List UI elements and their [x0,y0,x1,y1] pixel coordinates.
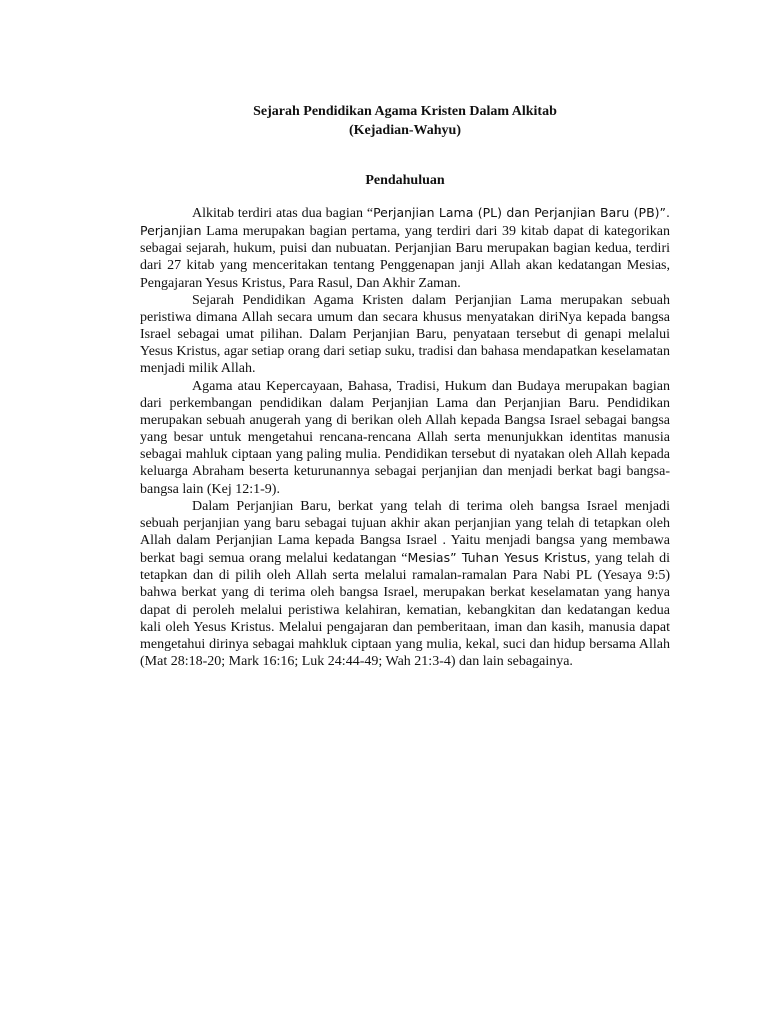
paragraph-4-text-a: Dalam Perjanjian Baru, berkat yang telah di terima oleh bangsa Israel menjadi sebuah perjanjian yang baru sebagai tujuan akhir akan perjanjian yang telah di tetapkan oleh Allah dalam Perjanjian Lama kepada Bangsa Israel . Yaitu menjadi bangsa yang membawa berkat bagi semua orang melalui kedatangan “ [140,498,670,567]
paragraph-2: Sejarah Pendidikan Agama Kristen dalam Perjanjian Lama merupakan sebuah peristiwa dimana Allah secara umum dan secara khusus menyatakan diriNya kepada bangsa Israel sebagai umat pilihan. Dalam Perjanjian Baru, penyataan tersebut di genapi melalui Yesus Kristus, agar setiap orang dari setiap suku, tradisi dan bahasa mendapatkan keselamatan menjadi milik Allah. [140,292,670,377]
title-line-1: Sejarah Pendidikan Agama Kristen Dalam Alkitab [253,104,557,119]
title-line-2: (Kejadian-Wahyu) [348,123,461,138]
body-text [140,204,670,670]
paragraph-4 [140,498,670,671]
paragraph-1-text-b: Perjanjian Lama (PL) dan Perjanjian Baru (PB)”. Perjanjian [140,205,670,239]
paragraph-3: Agama atau Kepercayaan, Bahasa, Tradisi, Hukum dan Budaya merupakan bagian dari perkembangan pendidikan dalam Perjanjian Lama dan Perjanjian Baru. Pendidikan merupakan sebuah anugerah yang di berikan oleh Allah kepada Bangsa Israel sebagai bangsa yang besar untuk mengetahui rencana-rencana Allah serta menunjukkan identitas manusia sebagai mahluk ciptaan yang paling mulia. Pendidikan tersebut di nyatakan oleh Allah kepada keluarga Abraham beserta keturunannya sebagai perjanjian dan menjadi berkat bagi bangsa-bangsa lain (Kej 12:1-9). [140,378,670,497]
paragraph-1-text-a: Alkitab terdiri atas dua bagian “ [192,206,374,221]
paragraph-4-text-b: Mesias” Tuhan Yesus Kristus [407,550,587,566]
section-heading: Pendahuluan [365,173,445,188]
paragraph-4-text-c: , yang telah di tetapkan dan di pilih oleh Allah serta melalui ramalan-ramalan Para Nabi PL (Yesaya 9:5) bahwa berkat yang di terima oleh bangsa Israel, merupakan berkat keselamatan yang hanya dapat di peroleh melalui peristiwa kelahiran, kematian, kebangkitan dan kedatangan kedua kali oleh Yesus Kristus. Melalui pengajaran dan pemberitaan, iman dan kasih, manusia dapat mengetahui dirinya sebagai mahkluk ciptaan yang mulia, kekal, suci dan hidup bersama Allah (Mat 28:18-20; Mark 16:16; Luk 24:44-49; Wah 21:3-4) dan lain sebagainya. [140,551,671,670]
document-title [140,102,670,140]
paragraph-1-text-c: Lama merupakan bagian pertama, yang terdiri dari 39 kitab dapat di kategorikan sebagai sejarah, hukum, puisi dan nubuatan. Perjanjian Baru merupakan bagian kedua, terdiri dari 27 kitab yang menceritakan tentang Penggenapan janji Allah akan kedatangan Mesias, Pengajaran Yesus Kristus, Para Rasul, Dan Akhir Zaman. [140,224,670,291]
paragraph-1 [140,204,670,292]
